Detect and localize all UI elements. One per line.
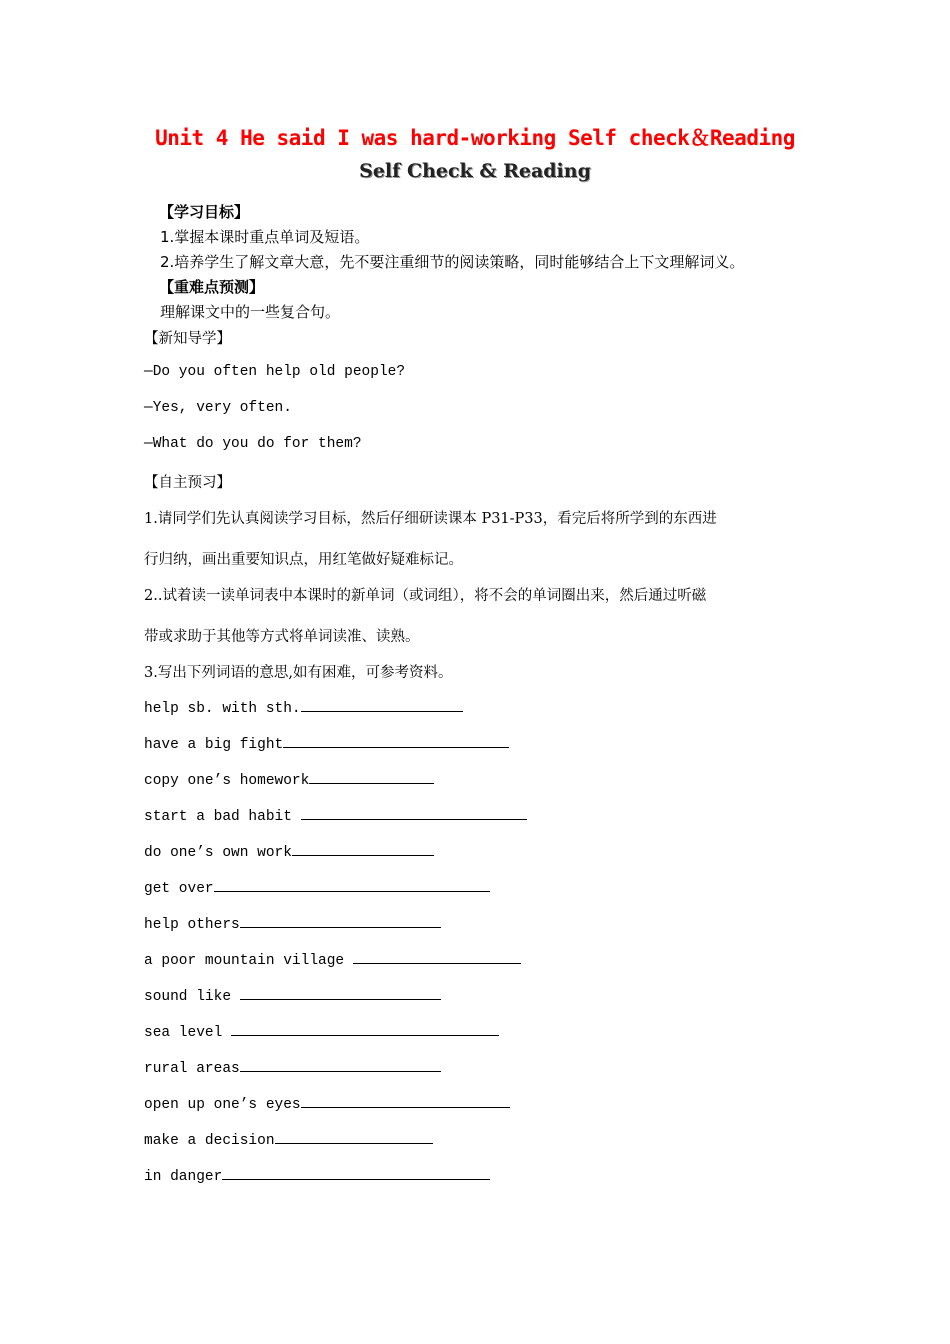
dialogue-line-1: —Do you often help old people? <box>144 364 406 380</box>
phrase-item <box>144 878 490 897</box>
phrase-text: make a decision <box>144 1133 275 1149</box>
answer-blank[interactable] <box>240 914 441 928</box>
phrase-text: sea level <box>144 1025 232 1041</box>
preview-paragraph-2b: 带或求助于其他等方式将单词读准、读熟。 <box>144 629 420 645</box>
phrase-item <box>144 842 434 861</box>
phrase-item <box>144 1166 490 1185</box>
preview-paragraph-2a: 2..试着读一读单词表中本课时的新单词（或词组），将不会的单词圈出来，然后通过听磁 <box>144 588 707 604</box>
answer-blank[interactable] <box>301 698 463 712</box>
keypoint-item: 理解课文中的一些复合句。 <box>160 303 341 321</box>
dialogue-line-2: —Yes, very often. <box>144 400 292 416</box>
answer-blank[interactable] <box>292 842 434 856</box>
phrase-text: rural areas <box>144 1061 240 1077</box>
phrase-item <box>144 698 463 717</box>
phrase-text: help sb. with sth. <box>144 701 301 717</box>
phrase-item <box>144 950 521 969</box>
answer-blank[interactable] <box>214 878 490 892</box>
dialogue-line-3: —What do you do for them? <box>144 436 362 452</box>
answer-blank[interactable] <box>283 734 509 748</box>
preview-paragraph-1a: 1.请同学们先认真阅读学习目标，然后仔细研读课本 P31-P33，看完后将所学到的东西进 <box>144 511 717 527</box>
preview-paragraph-1b: 行归纳，画出重要知识点，用红笔做好疑难标记。 <box>144 552 463 568</box>
phrase-item <box>144 1094 510 1113</box>
phrase-item <box>144 914 441 933</box>
preview-paragraph-3: 3.写出下列词语的意思,如有困难，可参考资料。 <box>144 665 453 681</box>
answer-blank[interactable] <box>301 806 527 820</box>
page-subtitle: Self Check & Reading <box>359 160 591 182</box>
phrase-text: a poor mountain village <box>144 953 353 969</box>
phrase-text: in danger <box>144 1169 223 1185</box>
phrase-text: do one’s own work <box>144 845 292 861</box>
answer-blank[interactable] <box>275 1130 433 1144</box>
answer-blank[interactable] <box>301 1094 510 1108</box>
objective-item-2: 2.培养学生了解文章大意，先不要注重细节的阅读策略，同时能够结合上下文理解词义。 <box>160 253 745 271</box>
phrase-item <box>144 1058 441 1077</box>
keypoints-heading: 【重难点预测】 <box>159 278 265 296</box>
answer-blank[interactable] <box>240 986 441 1000</box>
phrase-item <box>144 1130 433 1149</box>
phrase-text: copy one’s homework <box>144 773 310 789</box>
phrase-item <box>144 770 434 789</box>
page-title: Unit 4 He said I was hard-working Self check＆Reading <box>155 126 795 150</box>
phrase-text: help others <box>144 917 240 933</box>
answer-blank[interactable] <box>222 1166 490 1180</box>
phrase-text: start a bad habit <box>144 809 301 825</box>
objectives-heading: 【学习目标】 <box>159 203 250 221</box>
guide-heading: 【新知导学】 <box>144 331 231 347</box>
answer-blank[interactable] <box>353 950 521 964</box>
phrase-item <box>144 986 441 1005</box>
objective-item-1: 1.掌握本课时重点单词及短语。 <box>160 228 370 246</box>
phrase-text: get over <box>144 881 214 897</box>
phrase-text: have a big fight <box>144 737 284 753</box>
answer-blank[interactable] <box>309 770 434 784</box>
answer-blank[interactable] <box>240 1058 441 1072</box>
phrase-text: sound like <box>144 989 240 1005</box>
phrase-text: open up one’s eyes <box>144 1097 301 1113</box>
preview-heading: 【自主预习】 <box>144 475 231 491</box>
phrase-item <box>144 1022 499 1041</box>
phrase-item <box>144 806 527 825</box>
phrase-item <box>144 734 509 753</box>
answer-blank[interactable] <box>231 1022 499 1036</box>
